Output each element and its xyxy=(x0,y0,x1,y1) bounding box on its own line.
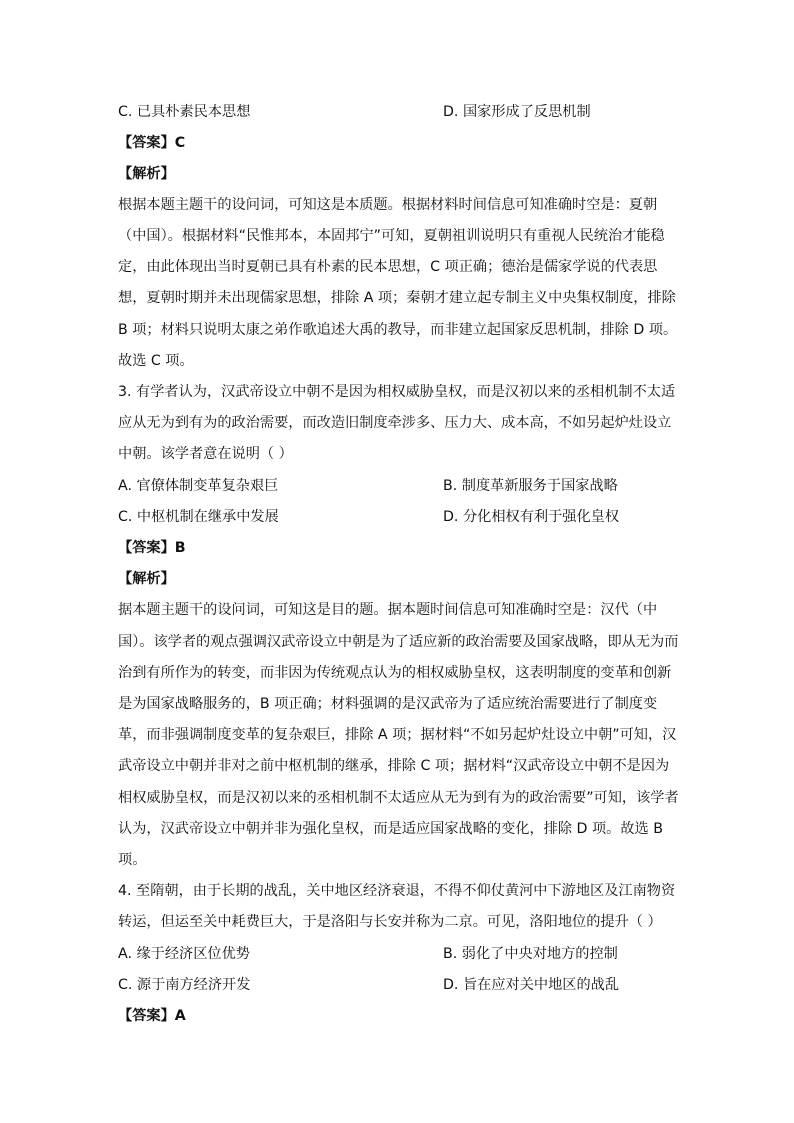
q4-stem-line: 转运，但运至关中耗费巨大，于是洛阳与长安并称为二京。可见，洛阳地位的提升（ ） xyxy=(118,914,662,930)
q4-option-a: A. 缘于经济区位优势 xyxy=(118,946,250,962)
q3-stem-line: 应从无为到有为的政治需要，而改造旧制度牵涉多、压力大、成本高，不如另起炉灶设立 xyxy=(118,415,672,431)
q3-analysis-label: 【解析】 xyxy=(118,571,175,587)
q3-option-d: D. 分化相权有利于强化皇权 xyxy=(443,509,620,525)
q2-option-d: D. 国家形成了反思机制 xyxy=(443,104,591,120)
q2-analysis-label: 【解析】 xyxy=(118,166,175,182)
q3-option-c: C. 中枢机制在继承中发展 xyxy=(118,509,279,525)
q4-option-c: C. 源于南方经济开发 xyxy=(118,977,251,993)
q3-stem-line: 中朝。该学者意在说明（ ） xyxy=(118,446,293,462)
q2-analysis-line: 故选 C 项。 xyxy=(118,353,194,369)
q2-option-c: C. 已具朴素民本思想 xyxy=(118,104,251,120)
q3-analysis-line: 治到有所作为的转变，而非因为传统观点认为的相权威胁皇权，这表明制度的变革和创新 xyxy=(118,665,672,681)
q3-analysis-line: 革，而非强调制度变革的复杂艰巨，排除 A 项；据材料“不如另起炉灶设立中朝”可知，汉 xyxy=(118,727,677,743)
q3-analysis-line: 认为，汉武帝设立中朝并非为强化皇权，而是适应国家战略的变化，排除 D 项。故选 B xyxy=(118,821,663,837)
q2-analysis-line: 定，由此体现出当时夏朝已具有朴素的民本思想，C 项正确；德治是儒家学说的代表思 xyxy=(118,259,658,275)
q2-answer-label: 【答案】C xyxy=(118,135,186,151)
q3-stem-line: 3. 有学者认为，汉武帝设立中朝不是因为相权威胁皇权，而是汉初以来的丞相机制不太适 xyxy=(118,384,676,400)
q2-analysis-line: 想，夏朝时期并未出现儒家思想，排除 A 项；秦朝才建立起专制主义中央集权制度，排除 xyxy=(118,290,676,306)
q3-analysis-line: 相权威胁皇权，而是汉初以来的丞相机制不太适应从无为到有为的政治需要”可知，该学者 xyxy=(118,790,679,806)
q4-stem-line: 4. 至隋朝，由于长期的战乱，关中地区经济衰退，不得不仰仗黄河中下游地区及江南物资 xyxy=(118,883,676,899)
q3-analysis-line: 据本题主题干的设问词，可知这是目的题。据本题时间信息可知准确时空是：汉代（中 xyxy=(118,602,658,618)
q3-option-a: A. 官僚体制变革复杂艰巨 xyxy=(118,478,279,494)
q3-analysis-line: 项。 xyxy=(118,852,147,868)
q2-analysis-line: 根据本题主题干的设问词，可知这是本质题。根据材料时间信息可知准确时空是：夏朝 xyxy=(118,197,658,213)
q2-analysis-line: B 项；材料只说明太康之弟作歌追述大禹的教导，而非建立起国家反思机制，排除 D 项。 xyxy=(118,322,678,338)
q2-analysis-line: （中国）。根据材料“民惟邦本，本固邦宁”可知，夏朝祖训说明只有重视人民统治才能稳 xyxy=(118,228,665,244)
q3-option-b: B. 制度革新服务于国家战略 xyxy=(443,478,618,494)
q3-analysis-line: 武帝设立中朝并非对之前中枢机制的继承，排除 C 项；据材料“汉武帝设立中朝不是因为 xyxy=(118,758,670,774)
q4-answer-label: 【答案】A xyxy=(118,1008,186,1024)
q3-analysis-line: 国）。该学者的观点强调汉武帝设立中朝是为了适应新的政治需要及国家战略，即从无为而 xyxy=(118,634,679,650)
q3-answer-label: 【答案】B xyxy=(118,540,186,556)
q3-analysis-line: 是为国家战略服务的，B 项正确；材料强调的是汉武帝为了适应统治需要进行了制度变 xyxy=(118,696,658,712)
q4-option-d: D. 旨在应对关中地区的战乱 xyxy=(443,977,620,993)
q4-option-b: B. 弱化了中央对地方的控制 xyxy=(443,946,618,962)
